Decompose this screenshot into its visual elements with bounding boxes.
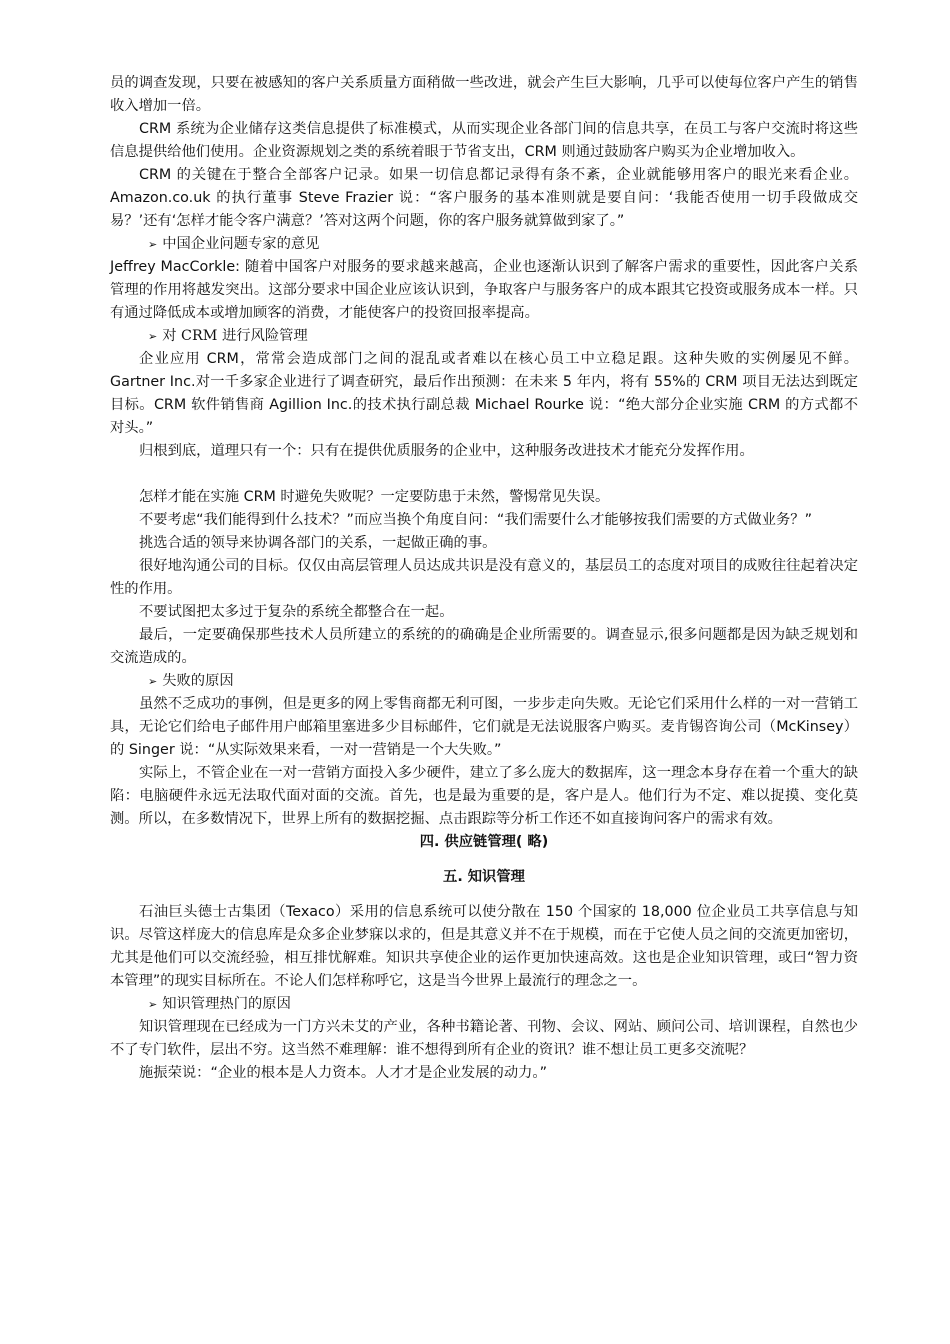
bullet-heading-text: 中国企业问题专家的意见 (162, 236, 320, 252)
paragraph: CRM 的关键在于整合全部客户记录。如果一切信息都记录得有条不紊，企业就能够用客户的眼光来看企业。 Amazon.co.uk 的执行董事 Steve Frazier 说：“客户服务的基本准则就是要自问：‘我能否使用一切手段做成交易？’还有‘怎样才能令客户满意？’答对这两个问题，你的客户服务就算做到家了。” (110, 167, 858, 229)
document-page (110, 72, 858, 1085)
spacer (110, 889, 858, 901)
paragraph: 归根到底，道理只有一个：只有在提供优质服务的企业中，这种服务改进技术才能充分发挥作用。 (139, 443, 754, 459)
blank-line (110, 463, 858, 486)
paragraph: 知识管理现在已经成为一门方兴未艾的产业，各种书籍论著、刊物、会议、网站、顾问公司、培训课程，自然也少不了专门软件，层出不穷。这当然不难理解：谁不想得到所有企业的资讯？谁不想让员工更多交流呢？ (110, 1019, 858, 1058)
paragraph: 企业应用 CRM，常常会造成部门之间的混乱或者难以在核心员工中立稳足跟。这种失败的实例屡见不鲜。Gartner Inc.对一千多家企业进行了调查研究，最后作出预测：在未来 5 年内，将有 55%的 CRM 项目无法达到既定目标。CRM 软件销售商 Agillion Inc.的技术执行副总裁 Michael Rourke 说：“绝大部分企业实施 CRM 的方式都不对头。” (110, 351, 858, 436)
paragraph: 不要考虑“我们能得到什么技术？”而应当换个角度自问：“我们需要什么才能够按我们需要的方式做业务？” (139, 512, 812, 528)
bullet-heading (110, 325, 858, 348)
bullet-heading-text: 对 CRM 进行风险管理 (162, 328, 308, 344)
paragraph: 怎样才能在实施 CRM 时避免失败呢？一定要防患于未然，警惕常见失误。 (139, 489, 610, 505)
section-heading: 四. 供应链管理( 略) (419, 834, 549, 850)
arrow-bullet-icon: ➢ (148, 238, 158, 251)
paragraph: Jeffrey MacCorkle: 随着中国客户对服务的要求越来越高，企业也逐渐认识到了解客户需求的重要性，因此客户关系管理的作用将越发突出。这部分要求中国企业应该认识到，争取客户与服务客户的成本跟其它投资或服务成本一样。只有通过降低成本或增加顾客的消费，才能使客户的投资回报率提高。 (110, 259, 858, 321)
bullet-heading (110, 670, 858, 693)
arrow-bullet-icon: ➢ (148, 330, 158, 343)
paragraph: 不要试图把太多过于复杂的系统全都整合在一起。 (139, 604, 454, 620)
spacer (110, 854, 858, 866)
paragraph: 实际上，不管企业在一对一营销方面投入多少硬件，建立了多么庞大的数据库，这一理念本身存在着一个重大的缺陷：电脑硬件永远无法取代面对面的交流。首先，也是最为重要的是，客户是人。他们行为不定、难以捉摸、变化莫测。所以，在多数情况下，世界上所有的数据挖掘、点击跟踪等分析工作还不如直接询问客户的需求有效。 (110, 765, 858, 827)
bullet-heading-text: 知识管理热门的原因 (162, 996, 291, 1012)
paragraph: 员的调查发现，只要在被感知的客户关系质量方面稍做一些改进，就会产生巨大影响，几乎可以使每位客户产生的销售收入增加一倍。 (110, 75, 858, 114)
paragraph: 挑选合适的领导来协调各部门的关系，一起做正确的事。 (139, 535, 497, 551)
paragraph: 石油巨头德士古集团（Texaco）采用的信息系统可以使分散在 150 个国家的 18,000 位企业员工共享信息与知识。尽管这样庞大的信息库是众多企业梦寐以求的，但是其意义并不在于规模，而在于它使人员之间的交流更加密切，尤其是他们可以交流经验，相互排忧解难。知识共享使企业的运作更加快速高效。这也是企业知识管理，或曰“智力资本管理”的现实目标所在。不论人们怎样称呼它，这是当今世界上最流行的理念之一。 (110, 904, 858, 989)
paragraph: CRM 系统为企业储存这类信息提供了标准模式，从而实现企业各部门间的信息共享，在员工与客户交流时将这些信息提供给他们使用。企业资源规划之类的系统着眼于节省支出，CRM 则通过鼓励客户购买为企业增加收入。 (110, 121, 858, 160)
paragraph: 施振荣说：“企业的根本是人力资本。人才才是企业发展的动力。” (139, 1065, 547, 1081)
paragraph: 很好地沟通公司的目标。仅仅由高层管理人员达成共识是没有意义的，基层员工的态度对项目的成败往往起着决定性的作用。 (110, 558, 858, 597)
paragraph: 最后，一定要确保那些技术人员所建立的系统的的确确是企业所需要的。调查显示,很多问题都是因为缺乏规划和交流造成的。 (110, 627, 858, 666)
bullet-heading-text: 失败的原因 (162, 673, 234, 689)
arrow-bullet-icon: ➢ (148, 675, 158, 688)
arrow-bullet-icon: ➢ (148, 998, 158, 1011)
paragraph: 虽然不乏成功的事例，但是更多的网上零售商都无利可图，一步步走向失败。无论它们采用什么样的一对一营销工具，无论它们给电子邮件用户邮箱里塞进多少目标邮件，它们就是无法说服客户购买。麦肯锡咨询公司（McKinsey）的 Singer 说：“从实际效果来看，一对一营销是一个大失败。” (110, 696, 858, 758)
bullet-heading (110, 233, 858, 256)
bullet-heading (110, 993, 858, 1016)
section-heading: 五. 知识管理 (443, 869, 525, 885)
